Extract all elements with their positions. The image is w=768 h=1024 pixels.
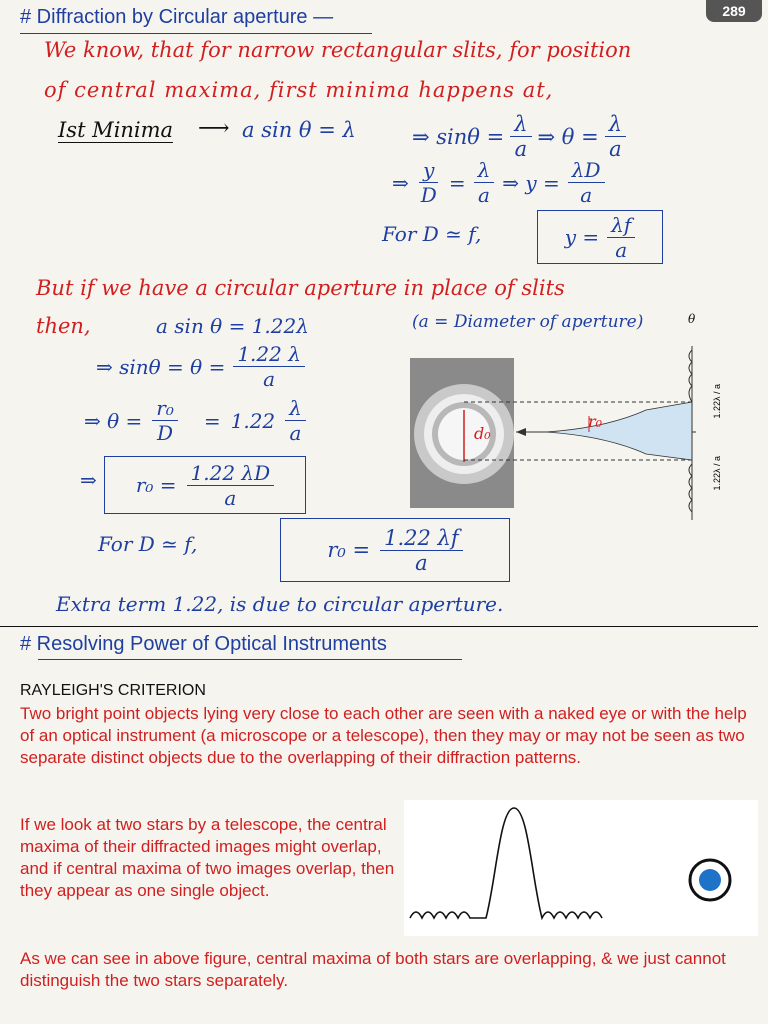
numerator: 1.22 λ [233, 342, 305, 367]
circular-line-2: then, [36, 314, 91, 338]
fraction-122-lambda-d-a [187, 461, 275, 510]
section-title-resolving-power: # Resolving Power of Optical Instruments [20, 633, 387, 655]
sin-theta-theta-text: ⇒ sinθ = θ = [96, 354, 226, 379]
boxed-equation-y [537, 210, 663, 264]
two-stars-paragraph: If we look at two stars by a telescope, the central maxima of their diffracted images might overlap, and if central maxima of two images overlap, then they appear as one single object. [20, 815, 395, 900]
equation-a-sin-theta: a sin θ = λ [242, 118, 356, 142]
section-divider [0, 626, 758, 627]
title-underline [20, 33, 372, 34]
figure-angle-top: 1.22λ / a [712, 384, 722, 419]
overlap-figure [404, 800, 758, 936]
diameter-note: (a = Diameter of aperture) [412, 312, 644, 332]
box2-implies: ⇒ [80, 468, 97, 492]
denominator: a [263, 367, 276, 391]
equation-y-over-d [392, 158, 605, 207]
intro-line-2: of central maxima, first minima happens at, [44, 78, 554, 102]
numerator: λ [510, 112, 531, 137]
denominator: D [420, 183, 437, 207]
boxed-equation-r0-f [280, 518, 510, 582]
fraction-lambda-f-a [607, 213, 635, 262]
equation-a-sin-theta-122: a sin θ = 1.22λ [156, 314, 309, 338]
fraction-lambda-a-2 [605, 112, 626, 161]
box-lhs: r₀ = [327, 538, 371, 562]
intro-line-1: We know, that for narrow rectangular slits, for position [44, 38, 632, 62]
numerator: λf [607, 213, 635, 238]
theta-equals: ⇒ θ = [84, 408, 143, 433]
for-d-approx-f: For D ≃ f, [382, 222, 482, 246]
circular-line-1: But if we have a circular aperture in place of slits [36, 276, 565, 300]
denominator: a [580, 183, 593, 207]
equation-sin-theta-theta [96, 342, 305, 391]
arrow-symbol: ⟶ [198, 116, 230, 141]
fraction-lambda-a-4 [285, 396, 306, 445]
theta-equals-text: ⇒ θ = [537, 124, 599, 149]
figure-d0-label: d₀ [474, 424, 491, 443]
arrowhead [516, 428, 526, 436]
denominator: a [514, 137, 528, 161]
fraction-lambda-a [510, 112, 531, 161]
equals-symbol: = [448, 170, 466, 195]
numerator: 1.22 λD [187, 461, 275, 486]
figure-angle-bottom: 1.22λ / a [712, 456, 722, 491]
section-title-diffraction: # Diffraction by Circular aperture — [20, 6, 334, 28]
fraction-lambda-a-3 [474, 158, 495, 207]
for-d-approx-f-2: For D ≃ f, [98, 532, 198, 556]
denominator: a [289, 421, 302, 445]
implies-symbol: ⇒ [392, 170, 409, 195]
denominator: a [609, 137, 622, 161]
conclusion-paragraph: As we can see in above figure, central maxima of both stars are overlapping, & we just cannot distinguish the two stars separately. [20, 949, 726, 990]
numerator: r₀ [152, 396, 178, 421]
equation-theta-r0 [84, 396, 306, 445]
numerator: λ [285, 396, 306, 421]
fraction-r0-d [152, 396, 178, 445]
denominator: a [224, 485, 237, 510]
numerator: λD [568, 158, 605, 183]
numerator: λ [474, 158, 495, 183]
figure-theta-label: θ [688, 312, 696, 326]
rayleigh-heading: RAYLEIGH'S CRITERION [20, 682, 206, 699]
page-number-badge: 289 [706, 0, 762, 22]
box-lhs: r₀ = [135, 473, 177, 497]
fraction-122-lambda-f-a [380, 526, 463, 575]
numerator: 1.22 λf [380, 526, 463, 551]
fraction-y-d [417, 158, 441, 207]
sin-theta-text: ⇒ sinθ = [412, 124, 505, 149]
numerator: y [419, 158, 438, 183]
value-122: 1.22 [230, 408, 276, 433]
y-equals-text: ⇒ y = [502, 170, 560, 195]
title-underline-2 [38, 659, 462, 660]
first-minima-label: Ist Minima [58, 118, 174, 142]
denominator: a [615, 237, 628, 262]
denominator: D [157, 421, 174, 445]
denominator: a [415, 550, 428, 575]
denominator: a [477, 183, 490, 207]
numerator: λ [605, 112, 626, 137]
figure-r0-label: r₀ [588, 412, 603, 431]
star-image [699, 869, 721, 891]
airy-pattern-figure [406, 336, 750, 524]
fraction-122-lambda-a [233, 342, 305, 391]
extra-term-note: Extra term 1.22, is due to circular aperture. [56, 592, 504, 616]
rayleigh-paragraph: Two bright point objects lying very close to each other are seen with a naked eye or with the help of an optical instrument (a microscope or a telescope), then they may or may not be seen as two separate distinct objects due to the overlapping of their diffraction patterns. [20, 704, 747, 767]
equals-symbol: = [203, 408, 221, 433]
equation-sin-theta [412, 112, 626, 161]
fraction-lambda-d-a [568, 158, 605, 207]
box-lhs: y = [564, 225, 600, 249]
boxed-equation-r0-d [104, 456, 306, 514]
intensity-curve [546, 402, 692, 460]
